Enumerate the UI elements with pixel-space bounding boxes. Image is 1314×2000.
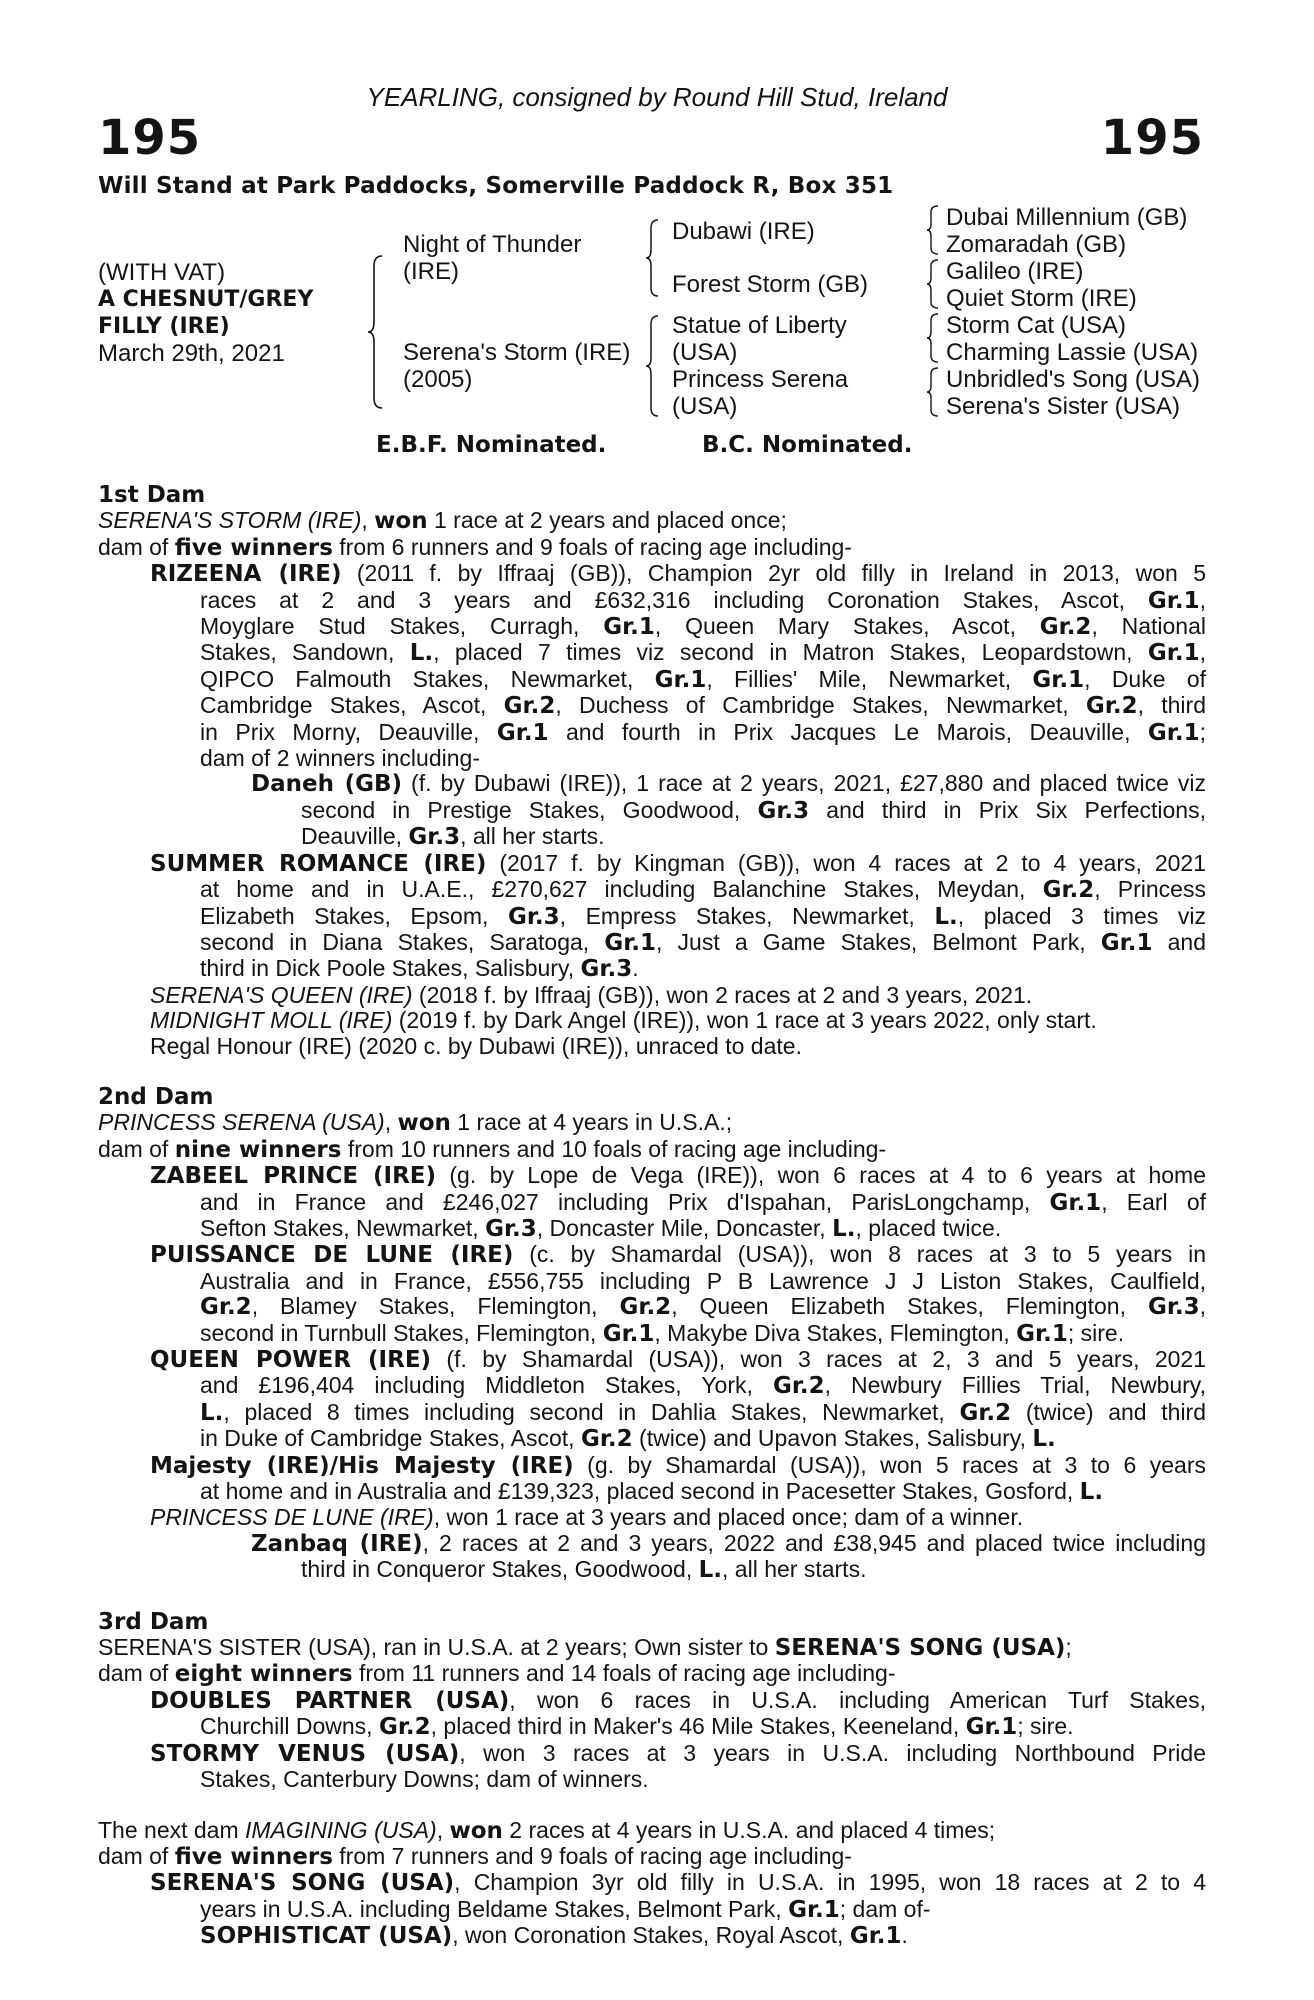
text-run: . <box>901 1922 908 1949</box>
text-run: , placed third in Maker's 46 Mile Stakes, Keeneland, <box>430 1713 966 1740</box>
text-run: Sefton Stakes, Newmarket, <box>200 1214 486 1241</box>
bold-text: Gr.3 <box>507 903 560 930</box>
text-run: 2 races at 4 years in U.S.A. and placed 4 times; <box>502 1816 996 1843</box>
narrative-line <box>98 1741 1206 1767</box>
pedigree-brace-g3 <box>926 312 940 364</box>
text-run: , all her starts. <box>722 1556 867 1583</box>
grand-ancestor-5: Storm Cat (USA) <box>946 312 1127 339</box>
text-run: and third in Prix Six Perfections, <box>809 796 1206 823</box>
bold-text: Gr.2 <box>1085 693 1138 720</box>
text-run: second in Prestige Stakes, Goodwood, <box>301 796 758 823</box>
italic-text: SERENA'S QUEEN (IRE) <box>150 981 413 1008</box>
bold-text: Gr.1 <box>1147 587 1200 614</box>
text-run: , Duke of <box>1084 665 1207 692</box>
bold-text: Zanbaq (IRE) <box>251 1530 423 1557</box>
italic-text: IMAGINING (USA) <box>245 1816 437 1843</box>
text-run: (g. by Shamardal (USA)), won 5 races at 3 to 6 years <box>573 1451 1206 1478</box>
narrative-line <box>98 1714 1206 1740</box>
dam-dam-line1: Princess Serena <box>672 366 849 393</box>
sire-dam: Forest Storm (GB) <box>672 271 869 298</box>
pedigree-brace-g2 <box>926 258 940 310</box>
foaling-date: March 29th, 2021 <box>98 340 285 367</box>
narrative-line <box>98 771 1206 797</box>
bold-text: Gr.1 <box>602 1320 655 1347</box>
text-run: , Just a Game Stakes, Belmont Park, <box>656 928 1101 955</box>
text-run: ; sire. <box>1067 1319 1125 1346</box>
narrative-line <box>98 508 1206 534</box>
narrative-line <box>98 1609 1206 1635</box>
narrative-line <box>98 561 1206 587</box>
narrative-line <box>98 824 1206 850</box>
bold-text: Gr.3 <box>757 797 810 824</box>
narrative-line <box>98 1479 1206 1505</box>
narrative-line <box>98 1190 1206 1216</box>
text-run: dam of 2 winners including- <box>200 745 480 772</box>
bold-text: five winners <box>174 1843 333 1870</box>
narrative-line <box>98 851 1206 877</box>
narrative-line <box>98 1661 1206 1687</box>
text-run: , placed 3 times viz <box>957 902 1206 929</box>
narrative-line <box>98 1767 1206 1792</box>
text-run: , <box>361 507 375 534</box>
narrative-line <box>98 693 1206 719</box>
narrative-line <box>98 1923 1206 1949</box>
bold-text: Gr.3 <box>408 824 461 851</box>
bold-text: Gr.2 <box>959 1399 1012 1426</box>
vat-note: (WITH VAT) <box>98 259 226 286</box>
text-run: (twice) and third <box>1011 1398 1206 1425</box>
bold-text: L. <box>698 1557 723 1584</box>
bold-text: L. <box>1032 1426 1056 1453</box>
text-run: ; <box>1199 718 1206 745</box>
ebf-nominated: E.B.F. Nominated. <box>376 432 607 458</box>
italic-text: MIDNIGHT MOLL (IRE) <box>150 1007 393 1034</box>
italic-text: PRINCESS SERENA (USA) <box>98 1109 385 1136</box>
bold-text: L. <box>1079 1479 1104 1506</box>
text-run: , <box>1199 639 1206 666</box>
text-run: second in Turnbull Stakes, Flemington, <box>200 1319 603 1346</box>
narrative-line <box>98 640 1206 666</box>
bold-text: Gr.1 <box>788 1896 840 1923</box>
bold-text: five winners <box>174 534 333 561</box>
bold-text: L. <box>409 640 434 667</box>
bold-text: RIZEENA (IRE) <box>150 561 342 588</box>
text-run: (f. by Shamardal (USA)), won 3 races at 2, 3 and 5 years, 2021 <box>431 1346 1206 1372</box>
text-run: Regal Honour (IRE) (2020 c. by Dubawi (IRE)), unraced to date. <box>150 1032 802 1059</box>
bold-text: nine winners <box>174 1136 342 1163</box>
text-run: , placed 8 times including second in Dahlia Stakes, Newmarket, <box>223 1398 960 1425</box>
narrative-line <box>98 1034 1206 1059</box>
text-run: and <box>1152 928 1206 955</box>
narrative-line <box>98 588 1206 614</box>
text-run: , 2 races at 2 and 3 years, 2022 and £38,945 and placed twice including <box>422 1529 1206 1556</box>
narrative-line <box>98 1008 1206 1033</box>
text-run: years in U.S.A. including Beldame Stakes, Belmont Park, <box>200 1895 789 1922</box>
text-run: , Queen Elizabeth Stakes, Flemington, <box>671 1293 1148 1320</box>
narrative-line <box>98 1373 1206 1399</box>
section-gap <box>98 1793 1206 1818</box>
bold-text: won <box>397 1110 451 1137</box>
text-run: , all her starts. <box>460 823 605 850</box>
narrative-line <box>98 1242 1206 1268</box>
italic-text: PRINCESS DE LUNE (IRE) <box>150 1504 434 1531</box>
text-run: , Blamey Stakes, Flemington, <box>251 1293 620 1320</box>
text-run: from 6 runners and 9 foals of racing age including- <box>332 533 852 560</box>
bold-text: Gr.1 <box>849 1923 902 1950</box>
narrative-line <box>98 1163 1206 1189</box>
narrative-line <box>98 1110 1206 1136</box>
stand-location: Will Stand at Park Paddocks, Somerville Paddock R, Box 351 <box>98 173 894 199</box>
text-run: from 7 runners and 9 foals of racing age including- <box>332 1842 852 1869</box>
text-run: at home and in U.A.E., £270,627 including Balanchine Stakes, Meydan, <box>200 876 1043 903</box>
bold-text: SERENA'S SONG (USA) <box>150 1870 455 1897</box>
narrative-line <box>98 482 1206 508</box>
bold-text: Gr.2 <box>772 1373 825 1400</box>
text-run: , won 6 races in U.S.A. including American Turf Stakes, <box>509 1686 1206 1713</box>
narrative-line <box>98 1688 1206 1714</box>
narrative-line <box>98 1897 1206 1923</box>
bold-text: Gr.1 <box>1016 1320 1068 1347</box>
text-run: ; sire. <box>1017 1713 1074 1740</box>
section-gap <box>98 1059 1206 1084</box>
narrative-line <box>98 1321 1206 1347</box>
narrative-line <box>98 667 1206 693</box>
narrative-line <box>98 1426 1206 1452</box>
bold-text: Gr.1 <box>654 666 707 693</box>
bold-text: Gr.1 <box>1100 929 1153 956</box>
text-run: (2018 f. by Iffraaj (GB)), won 2 races at 2 and 3 years, 2021. <box>412 981 1033 1008</box>
text-run: (g. by Lope de Vega (IRE)), won 6 races at 4 to 6 years at home <box>436 1162 1206 1189</box>
bc-nominated: B.C. Nominated. <box>702 432 913 458</box>
text-run: Cambridge Stakes, Ascot, <box>200 692 504 719</box>
text-run: (twice) and Upavon Stakes, Salisbury, <box>632 1425 1033 1452</box>
pedigree-narrative <box>98 482 1206 1950</box>
text-run: , Empress Stakes, Newmarket, <box>559 902 935 929</box>
bold-text: Gr.3 <box>580 956 633 983</box>
narrative-line <box>98 983 1206 1008</box>
narrative-line <box>98 1818 1206 1844</box>
bold-text: PUISSANCE DE LUNE (IRE) <box>150 1242 514 1269</box>
bold-text: Gr.2 <box>1039 614 1092 641</box>
text-run: , Champion 3yr old filly in U.S.A. in 1995, won 18 races at 2 to 4 <box>454 1869 1206 1896</box>
bold-text: Gr.1 <box>1049 1189 1102 1216</box>
bold-text: L. <box>200 1399 224 1426</box>
text-run: , won 3 races at 3 years in U.S.A. including Northbound Pride <box>459 1739 1206 1766</box>
text-run: (2011 f. by Iffraaj (GB)), Champion 2yr old filly in Ireland in 2013, won 5 <box>341 560 1206 587</box>
pedigree-brace-dam <box>645 314 661 418</box>
text-run: second in Diana Stakes, Saratoga, <box>200 928 605 955</box>
text-run: , Earl of <box>1101 1188 1206 1215</box>
narrative-line <box>98 1453 1206 1479</box>
pedigree-brace-sire <box>645 218 661 298</box>
text-run: Deauville, <box>301 823 409 850</box>
text-run: , Duchess of Cambridge Stakes, Newmarket, <box>555 692 1086 719</box>
narrative-line <box>98 1216 1206 1242</box>
text-run: 1 race at 2 years and placed once; <box>427 507 787 534</box>
sire-sire: Dubawi (IRE) <box>672 218 815 245</box>
bold-text: QUEEN POWER (IRE) <box>150 1347 432 1373</box>
bold-text: Daneh (GB) <box>251 771 403 798</box>
text-run: , National <box>1091 613 1206 640</box>
grand-ancestor-4: Quiet Storm (IRE) <box>946 285 1137 312</box>
dam-sire-line2: (USA) <box>672 339 738 366</box>
narrative-line <box>98 746 1206 771</box>
narrative-line <box>98 1294 1206 1320</box>
narrative-line <box>98 1870 1206 1896</box>
bold-text: Gr.1 <box>496 719 549 746</box>
text-run: (2017 f. by Kingman (GB)), won 4 races at 2 to 4 years, 2021 <box>486 849 1206 876</box>
bold-text: STORMY VENUS (USA) <box>150 1740 460 1767</box>
bold-text: Gr.3 <box>485 1215 537 1242</box>
bold-text: Gr.2 <box>580 1426 633 1453</box>
bold-text: Gr.1 <box>1032 666 1085 693</box>
grand-ancestor-1: Dubai Millennium (GB) <box>946 204 1188 231</box>
lot-description-line1: A CHESNUT/GREY <box>98 287 314 312</box>
narrative-line <box>98 904 1206 930</box>
sire-name-line1: Night of Thunder <box>403 231 582 258</box>
narrative-line <box>98 535 1206 561</box>
text-run: (c. by Shamardal (USA)), won 8 races at 3 to 5 years in <box>513 1241 1206 1268</box>
text-run: Moyglare Stud Stakes, Curragh, <box>200 613 604 640</box>
lot-number-left: 195 <box>98 110 202 166</box>
text-run: in Duke of Cambridge Stakes, Ascot, <box>200 1425 581 1452</box>
bold-text: Gr.2 <box>1042 877 1095 904</box>
text-run: Australia and in France, £556,755 including P B Lawrence J J Liston Stakes, Caulfield, <box>200 1267 1206 1294</box>
narrative-line <box>98 1084 1206 1110</box>
grand-ancestor-3: Galileo (IRE) <box>946 258 1084 285</box>
narrative-line <box>98 1137 1206 1163</box>
narrative-line <box>98 877 1206 903</box>
text-run: SERENA'S SISTER (USA), ran in U.S.A. at 2 years; Own sister to <box>98 1634 775 1661</box>
text-run: and in France and £246,027 including Prix d'Ispahan, ParisLongchamp, <box>200 1188 1050 1215</box>
text-run: , won Coronation Stakes, Royal Ascot, <box>452 1922 850 1949</box>
bold-text: L. <box>934 903 958 930</box>
bold-text: ZABEEL PRINCE (IRE) <box>150 1163 437 1190</box>
bold-text: Gr.3 <box>1147 1294 1200 1321</box>
pedigree-brace-g1 <box>926 204 940 256</box>
dam-dam-line2: (USA) <box>672 393 738 420</box>
bold-text: Gr.2 <box>200 1294 252 1321</box>
narrative-line <box>98 1557 1206 1583</box>
text-run: , won 1 race at 3 years and placed once; dam of a winner. <box>433 1504 1024 1531</box>
bold-text: Gr.2 <box>503 693 556 720</box>
text-run: , placed 7 times viz second in Matron Stakes, Leopardstown, <box>433 639 1148 666</box>
text-run: Stakes, Sandown, <box>200 639 410 666</box>
text-run: dam of <box>98 1135 175 1162</box>
bold-text: Gr.1 <box>965 1714 1018 1741</box>
text-run: , <box>436 1816 450 1843</box>
bold-text: DOUBLES PARTNER (USA) <box>150 1687 510 1714</box>
bold-text: Gr.1 <box>1147 719 1200 746</box>
consignment-line: YEARLING, consigned by Round Hill Stud, Ireland <box>366 82 948 112</box>
text-run: (f. by Dubawi (IRE)), 1 race at 2 years, 2021, £27,880 and placed twice viz <box>402 770 1206 797</box>
sire-name-line2: (IRE) <box>403 258 459 285</box>
narrative-line <box>98 1400 1206 1426</box>
text-run: and £196,404 including Middleton Stakes, York, <box>200 1372 773 1399</box>
text-run: , Makybe Diva Stakes, Flemington, <box>654 1319 1017 1346</box>
bold-text: Gr.1 <box>1147 640 1200 667</box>
dam-name-line2: (2005) <box>403 366 473 393</box>
text-run: , placed twice. <box>855 1214 1002 1241</box>
bold-text: 3rd Dam <box>98 1608 209 1635</box>
text-run: and fourth in Prix Jacques Le Marois, Deauville, <box>548 718 1148 745</box>
pedigree-brace-g4 <box>926 366 940 418</box>
text-run: 1 race at 4 years in U.S.A.; <box>450 1109 733 1136</box>
narrative-line <box>98 1635 1206 1661</box>
text-run: dam of <box>98 1842 175 1869</box>
grand-ancestor-6: Charming Lassie (USA) <box>946 339 1199 366</box>
text-run: , Fillies' Mile, Newmarket, <box>706 665 1033 692</box>
text-run: from 10 runners and 10 foals of racing age including- <box>341 1135 887 1162</box>
bold-text: Gr.1 <box>603 614 655 641</box>
narrative-line <box>98 1269 1206 1294</box>
text-run: , <box>384 1109 398 1136</box>
narrative-line <box>98 956 1206 982</box>
text-run: QIPCO Falmouth Stakes, Newmarket, <box>200 665 655 692</box>
text-run: , <box>1199 1293 1207 1320</box>
text-run: from 11 runners and 14 foals of racing age including- <box>352 1660 896 1687</box>
narrative-line <box>98 1347 1206 1373</box>
bold-text: SERENA'S SONG (USA) <box>774 1635 1066 1662</box>
text-run: Elizabeth Stakes, Epsom, <box>200 902 508 929</box>
grand-ancestor-8: Serena's Sister (USA) <box>946 393 1180 420</box>
pedigree-brace-main <box>366 254 386 410</box>
text-run: Churchill Downs, <box>200 1713 379 1740</box>
text-run: at home and in Australia and £139,323, placed second in Pacesetter Stakes, Gosford, <box>200 1478 1080 1505</box>
narrative-line <box>98 614 1206 640</box>
text-run: , third <box>1137 692 1206 719</box>
narrative-line <box>98 1505 1206 1530</box>
bold-text: won <box>374 508 428 535</box>
dam-name-line1: Serena's Storm (IRE) <box>403 339 631 366</box>
text-run: , Princess <box>1094 876 1206 903</box>
section-gap <box>98 1584 1206 1609</box>
text-run: third in Dick Poole Stakes, Salisbury, <box>200 955 581 982</box>
lot-number-right: 195 <box>1100 110 1204 166</box>
narrative-line <box>98 798 1206 824</box>
text-run: ; <box>1065 1634 1072 1661</box>
bold-text: won <box>449 1817 503 1844</box>
lot-description-line2: FILLY (IRE) <box>98 314 230 339</box>
text-run: The next dam <box>98 1816 246 1843</box>
grand-ancestor-7: Unbridled's Song (USA) <box>946 366 1201 393</box>
narrative-line <box>98 930 1206 956</box>
text-run: , Doncaster Mile, Doncaster, <box>536 1214 833 1241</box>
text-run: , Newbury Fillies Trial, Newbury, <box>824 1372 1206 1399</box>
bold-text: eight winners <box>174 1661 353 1688</box>
text-run: ; dam of- <box>839 1895 931 1922</box>
italic-text: SERENA'S STORM (IRE) <box>98 507 362 534</box>
narrative-line <box>98 1531 1206 1557</box>
text-run: races at 2 and 3 years and £632,316 including Coronation Stakes, Ascot, <box>200 586 1148 613</box>
text-run: dam of <box>98 533 175 560</box>
bold-text: 1st Dam <box>98 482 206 508</box>
text-run: dam of <box>98 1660 175 1687</box>
text-run: Stakes, Canterbury Downs; dam of winners. <box>200 1766 649 1793</box>
bold-text: Gr.2 <box>619 1294 672 1321</box>
bold-text: Majesty (IRE)/His Majesty (IRE) <box>150 1452 574 1479</box>
bold-text: SOPHISTICAT (USA) <box>200 1923 453 1950</box>
bold-text: Gr.1 <box>604 929 657 956</box>
text-run: (2019 f. by Dark Angel (IRE)), won 1 race at 3 years 2022, only start. <box>392 1007 1097 1034</box>
dam-sire-line1: Statue of Liberty <box>672 312 847 339</box>
text-run: in Prix Morny, Deauville, <box>200 718 497 745</box>
bold-text: L. <box>832 1215 856 1242</box>
narrative-line <box>98 720 1206 746</box>
text-run: . <box>632 955 639 982</box>
bold-text: Gr.2 <box>378 1714 431 1741</box>
text-run: , Queen Mary Stakes, Ascot, <box>654 613 1040 640</box>
bold-text: SUMMER ROMANCE (IRE) <box>150 850 487 877</box>
bold-text: 2nd Dam <box>98 1083 214 1110</box>
text-run: third in Conqueror Stakes, Goodwood, <box>301 1556 699 1583</box>
narrative-line <box>98 1844 1206 1870</box>
grand-ancestor-2: Zomaradah (GB) <box>946 231 1127 258</box>
text-run: , <box>1199 586 1206 613</box>
